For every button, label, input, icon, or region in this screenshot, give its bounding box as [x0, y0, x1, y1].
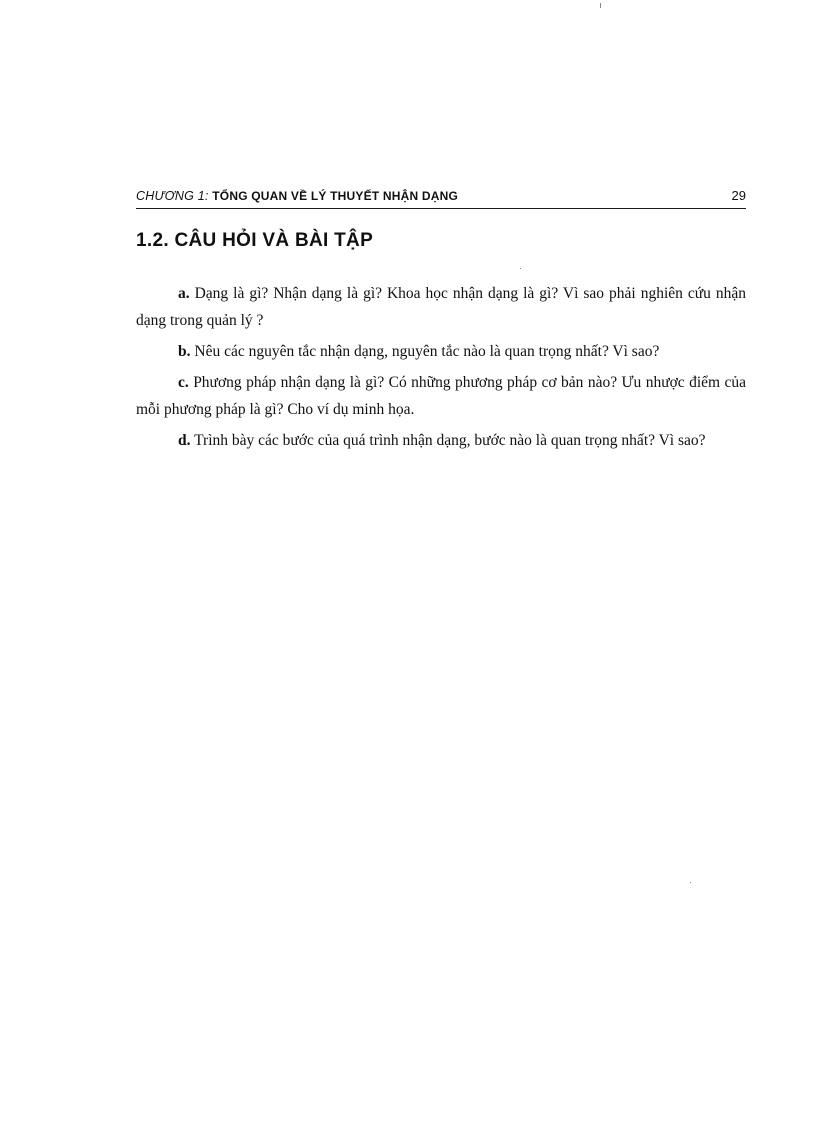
question-item	[136, 280, 746, 334]
question-item	[136, 369, 746, 423]
question-text: Trình bày các bước của quá trình nhận dạng, bước nào là quan trọng nhất? Vì sao?	[194, 432, 706, 449]
question-marker: c.	[178, 374, 189, 391]
chapter-title: TỔNG QUAN VỀ LÝ THUYẾT NHẬN DẠNG	[212, 189, 459, 203]
question-text: Dạng là gì? Nhận dạng là gì? Khoa học nhận dạng là gì? Vì sao phải nghiên cứu nhận dạng trong quản lý ?	[136, 285, 746, 329]
scan-speck	[690, 882, 691, 883]
chapter-label: CHƯƠNG 1:	[136, 189, 209, 203]
question-item	[136, 427, 746, 454]
scan-speck	[600, 3, 601, 8]
questions-list	[136, 280, 746, 458]
scan-speck	[520, 268, 521, 269]
question-item	[136, 338, 746, 365]
question-marker: b.	[178, 343, 191, 360]
running-header	[136, 186, 746, 209]
page-number: 29	[731, 188, 746, 203]
chapter-heading	[136, 189, 458, 203]
question-marker: d.	[178, 432, 191, 449]
section-title: 1.2. CÂU HỎI VÀ BÀI TẬP	[136, 230, 374, 251]
question-text: Phương pháp nhận dạng là gì? Có những phương pháp cơ bản nào? Ưu nhược điểm của mỗi phương pháp là gì? Cho ví dụ minh họa.	[136, 374, 746, 418]
question-marker: a.	[178, 285, 190, 302]
question-text: Nêu các nguyên tắc nhận dạng, nguyên tắc nào là quan trọng nhất? Vì sao?	[194, 343, 660, 360]
